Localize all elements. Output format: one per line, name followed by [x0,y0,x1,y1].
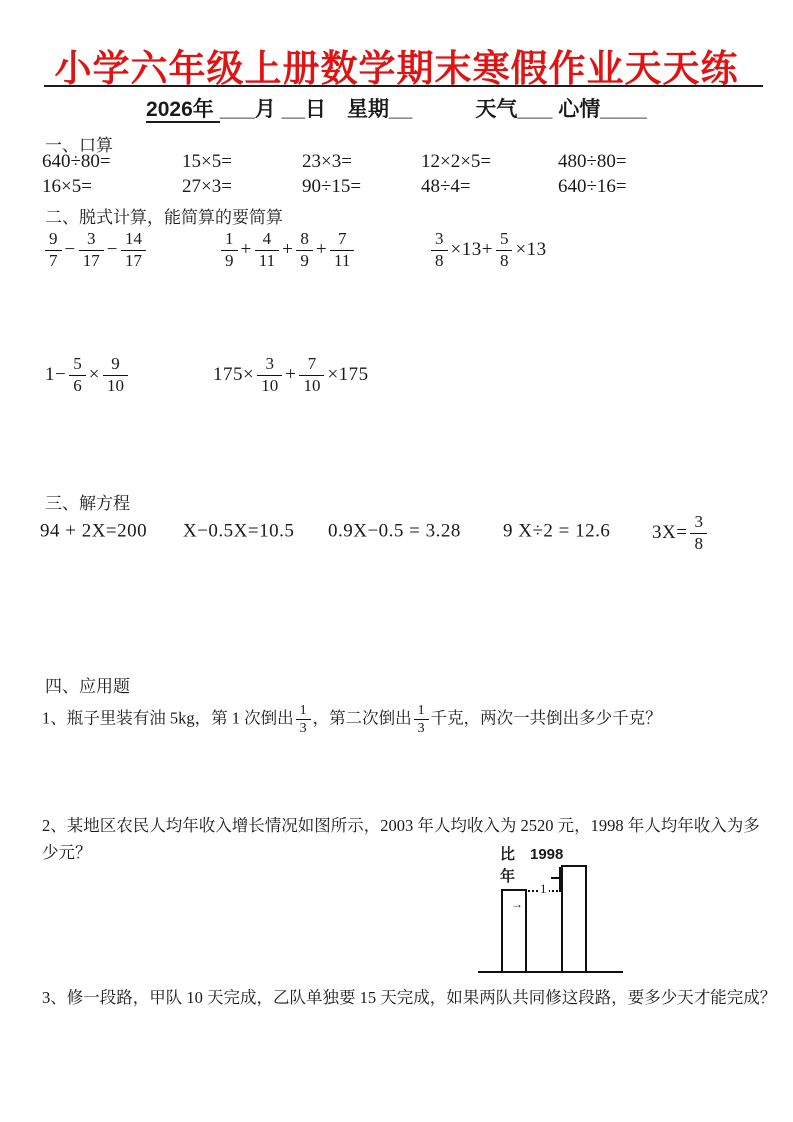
section-heading-stepwise: 二、脱式计算，能简算的要简算 [45,208,283,227]
math-problem: 640÷16= [558,176,627,197]
math-problem: 480÷80= [558,151,627,172]
equation-4 [503,520,610,543]
section-heading-applied: 四、应用题 [45,677,130,696]
math-problem: 27×3= [182,176,232,197]
date-blanks: ___月 __日 星期__ 天气___ 心情____ [219,98,647,121]
expression-text: X−0.5X=10.5 [183,520,295,542]
arrow-icon: → [511,897,523,911]
math-problem: 90÷15= [302,176,362,197]
fraction: $\frac{7}{11}$ [330,230,354,270]
fraction: $\frac{1}{3}$ [296,703,311,737]
section-heading-equations: 三、解方程 [45,494,130,513]
expression-text: + [282,239,294,261]
oral-row-2 [42,176,627,198]
fraction: $\frac{3}{8}$ [690,513,707,553]
difference-label: 1 [540,881,547,896]
math-problem: 23×3= [302,151,352,172]
expression-text: ×13 [515,239,547,261]
expression-text: × [88,364,100,386]
bracket-stub [551,877,559,879]
expression-text: ，第二次倒出 [312,708,412,728]
expression-text: ×175 [327,364,369,386]
expression-text: + [285,364,297,386]
fraction: $\frac{4}{11}$ [255,230,279,270]
section-heading-oral: 一、口算 [45,136,113,155]
expression-text: ×13+ [450,239,493,261]
applied-problem-1 [42,703,772,737]
math-problem: 12×2×5= [421,151,492,172]
fraction: $\frac{9}{10}$ [103,355,128,395]
fraction: $\frac{8}{9}$ [296,230,313,270]
chart-label-line2: 年 [500,868,516,885]
expression-text: 1− [45,364,67,386]
expression-text: − [64,239,76,261]
bar-2003 [561,865,587,973]
bracket-vertical [559,867,561,892]
fraction: $\frac{14}{17}$ [121,230,146,270]
equation-1 [40,520,147,543]
expression-text: + [315,239,328,261]
fraction: $\frac{7}{10}$ [299,355,324,395]
expression-text: 9 X÷2 = 12.6 [503,520,611,542]
fraction: $\frac{9}{7}$ [45,230,62,270]
fraction: $\frac{5}{6}$ [69,355,86,395]
equation-5 [652,513,710,553]
applied-problem-3: 3、修一段路，甲队 10 天完成，乙队单独要 15 天完成，如果两队共同修这段路，要多少天才能完成？ [42,988,777,1007]
fraction: $\frac{3}{10}$ [257,355,282,395]
fraction: $\frac{1}{9}$ [221,230,238,270]
title-divider [44,85,763,87]
expression-text: + [240,239,252,261]
expression-text: 175× [213,364,255,386]
expression-text: 0.9X−0.5 = 3.28 [328,520,461,542]
equation-2 [183,520,294,543]
income-bar-chart [478,840,628,980]
math-problem: 48÷4= [421,176,471,197]
stepwise-expression-1 [42,230,149,270]
fraction: $\frac{3}{17}$ [79,230,104,270]
expression-text: 1、瓶子里装有油 5kg，第 1 次倒出 [42,708,294,728]
date-line [0,93,793,123]
expression-text: 3X= [652,522,688,544]
equation-3 [328,520,461,543]
stepwise-expression-5 [213,355,369,395]
worksheet-title: 小学六年级上册数学期末寒假作业天天练 [54,49,739,90]
chart-label-line1: 比 1998 [500,846,564,863]
fraction: $\frac{1}{3}$ [414,703,429,737]
date-year: 2026年 [146,98,220,123]
stepwise-expression-2 [218,230,357,270]
stepwise-expression-4 [45,355,131,395]
expression-text: − [106,239,118,261]
math-problem: 640÷80= [42,151,111,172]
math-problem: 15×5= [182,151,232,172]
stepwise-expression-3 [428,230,547,270]
oral-row-1 [42,151,627,173]
fraction: $\frac{3}{8}$ [431,230,448,270]
chart-baseline [478,971,623,973]
math-problem: 16×5= [42,176,92,197]
expression-text: 千克，两次一共倒出多少千克？ [430,708,662,728]
fraction: $\frac{5}{8}$ [496,230,513,270]
applied-problem-2: 2、某地区农民人均年收入增长情况如图所示，2003 年人均收入为 2520 元，1998 年人均年收入为多少元？ [42,816,760,862]
expression-text: 94 + 2X=200 [40,520,148,542]
